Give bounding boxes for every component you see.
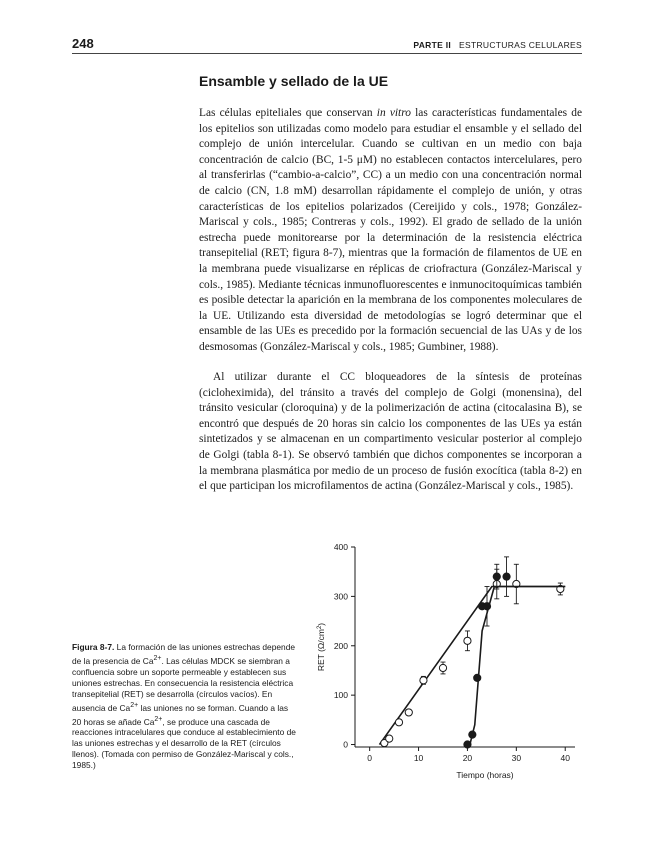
part-label: PARTE II <box>413 40 452 50</box>
x-tick-label: 0 <box>367 753 373 763</box>
series-0-point <box>386 735 393 742</box>
y-axis-label-sup: 2 <box>317 625 323 630</box>
x-tick-label: 10 <box>413 753 424 763</box>
header-rule <box>72 53 582 54</box>
figure-caption <box>72 642 296 771</box>
series-1-point <box>474 674 481 681</box>
caption-sup-2: 2+ <box>130 701 139 709</box>
caption-text-1: La formación de las uniones estrechas depende de la presencia de Ca <box>72 642 296 666</box>
series-0-point <box>464 637 471 644</box>
y-tick-label: 0 <box>343 739 348 750</box>
series-1-point <box>503 573 510 580</box>
paragraph-1-start: Las células epiteliales que conservan <box>199 107 377 119</box>
y-axis-label-end: ) <box>316 622 326 626</box>
caption-label: Figura 8-7. <box>72 642 115 652</box>
series-1-line <box>470 587 565 745</box>
paragraph-2: Al utilizar durante el CC bloqueadores de la síntesis de proteínas (cicloheximida), del tránsito a través del complejo de Golgi (monensina), del tránsito vesicular (cloroquina) y de la polimerización de actina (citocalasina B), se encontró que después de 20 horas sin calcio los componentes de las UEs ya están sintetizados y se almacenan en un compartimento vesicular posterior al complejo de Golgi (tabla 8-1). Se observó también que dichos componentes se incorporan a la membrana plasmática por medio de un proceso de fusión exocítica (tabla 8-2) en el que participan los microfilamentos de actina (González-Mariscal y cols., 1985). <box>199 371 582 493</box>
caption-sup-1: 2+ <box>153 655 162 662</box>
series-0-line <box>379 587 565 745</box>
section-label: ESTRUCTURAS CELULARES <box>459 40 582 50</box>
paragraph-1-rest: las características fundamentales de los epitelios son utilizadas como modelo para estudiar el ensamble y el sellado del complejo de unión intercelular. Cuando se cultivan en un medio con baja concentración de calcio (BC, 1-5 μM) no establecen contactos intercelulares, pero al transferirlas (“cambio-a-calcio”, CC) a un medio con una concentración normal de calcio (CN, 1.8 mM) desarrollan rápidamente el complejo de unión, y otras características de los epitelios polarizados (Cereijido y cols., 1978; González-Mariscal y cols., 1985; Contreras y cols., 1992). El grado de sellado de la unión estrecha puede monitorearse por la determinación de la resistencia eléctrica transepitelial (RET; figura 8-7), mientras que la formación de filamentos de UE en la membrana puede visualizarse en réplicas de criofractura (González-Mariscal y cols., 1985). Mediante técnicas inmunofluorescentes e inmunocitoquímicas también es posible detectar la aparición en la membrana de los componentes moleculares de la UE. Utilizando esta diversidad de metodologías se logró determinar que el ensamble de las UEs es precedido por la formación secuencial de las UAs y de los desmosomas (González-Mariscal y cols., 1985; Gumbiner, 1988). <box>199 107 582 353</box>
x-tick-label: 40 <box>560 753 570 763</box>
x-tick-label: 20 <box>462 753 473 763</box>
paragraph-1 <box>199 106 582 356</box>
y-tick-label: 100 <box>333 690 348 701</box>
series-1-point <box>493 573 500 580</box>
caption-sup-3: 2+ <box>154 715 163 723</box>
paragraph-1-italic: in vitro <box>376 107 411 119</box>
ret-chart <box>310 535 590 795</box>
series-1-point <box>464 741 471 748</box>
series-0-point <box>405 709 412 716</box>
caption-text-3: las uniones no se forman. Cuando a las 20 horas se añade Ca <box>72 702 289 727</box>
series-0-point <box>420 677 427 684</box>
page-number: 248 <box>72 36 94 51</box>
series-1-point <box>483 603 490 610</box>
y-axis-label-main: RET (Ω/cm <box>316 629 326 672</box>
x-tick-label: 30 <box>511 753 522 763</box>
running-header <box>413 40 582 50</box>
section-title: Ensamble y sellado de la UE <box>199 73 389 89</box>
y-tick-label: 300 <box>333 591 348 602</box>
x-axis-label: Tiempo (horas) <box>456 770 514 780</box>
caption-text-4: , se produce una cascada de reacciones intracelulares que conduce al establecimiento de las uniones estrechas y el desarrollo de la RET (círculos llenos). (Tomada con permiso de González-Mariscal y cols., 1985.) <box>72 716 296 771</box>
series-0-point <box>395 719 402 726</box>
series-1-point <box>469 731 476 738</box>
y-tick-label: 400 <box>333 542 348 552</box>
y-tick-label: 200 <box>333 640 348 651</box>
series-0-point <box>439 664 446 671</box>
caption-text-2: . Las células MDCK se siembran a confluencia sobre un soporte permeable y establecen sus uniones estrechas. En consecuencia la resistencia eléctrica transepitelial (RET) se desarrolla (círculos vacíos). En ausencia de Ca <box>72 655 294 713</box>
y-axis-label <box>316 623 326 671</box>
